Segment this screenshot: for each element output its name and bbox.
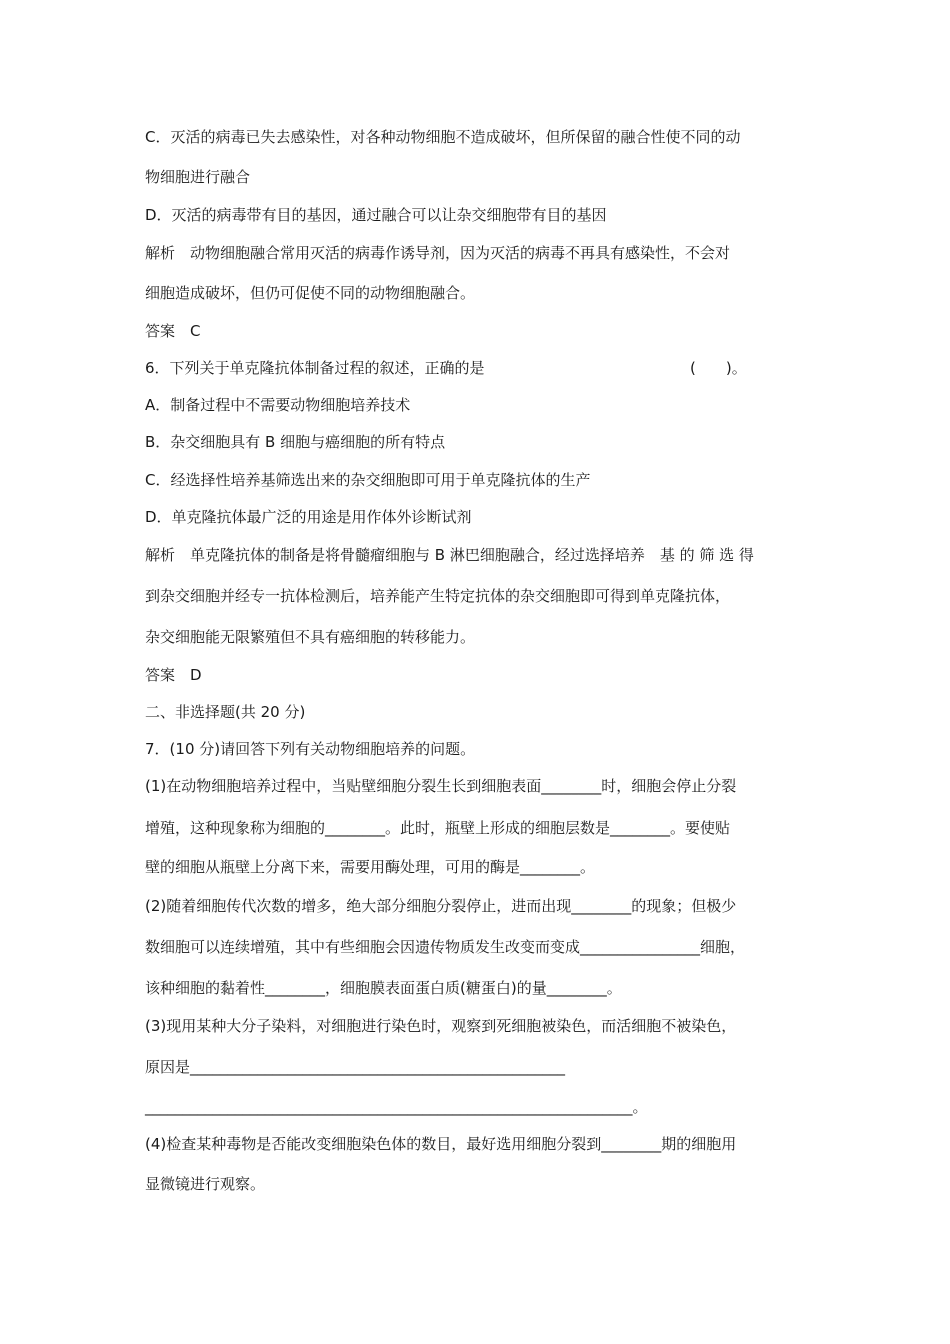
analysis-line-1: 解析 单克隆抗体的制备是将骨髓瘤细胞与 B 淋巴细胞融合，经过选择培养 基 的 筛 选 得 [145, 546, 754, 564]
analysis-line-1: 解析 动物细胞融合常用灭活的病毒作诱导剂，因为灭活的病毒不再具有感染性，不会对 [145, 244, 731, 262]
q7-part3-line-3: _________________________________________________________________。 [145, 1098, 648, 1116]
q7-part4-line-2: 显微镜进行观察。 [145, 1175, 266, 1193]
q7-part4-line-1: (4)检查某种毒物是否能改变细胞染色体的数目，最好选用细胞分裂到________期的细胞用 [145, 1135, 737, 1153]
analysis-line-3: 杂交细胞能无限繁殖但不具有癌细胞的转移能力。 [145, 628, 476, 646]
option-c-line-1: C．灭活的病毒已失去感染性，对各种动物细胞不造成破坏，但所保留的融合性使不同的动 [145, 128, 741, 146]
question-7: 7．(10 分)请回答下列有关动物细胞培养的问题。 [145, 740, 476, 758]
q7-part3-line-2: 原因是__________________________________________________ [145, 1058, 566, 1076]
question-6-blank: ( )。 [690, 359, 747, 377]
answer: 答案 C [145, 322, 201, 340]
option-c-line-2: 物细胞进行融合 [145, 168, 251, 186]
q7-part2-line-1: (2)随着细胞传代次数的增多，绝大部分细胞分裂停止，进而出现________的现象；但极少 [145, 897, 737, 915]
option-c: C．经选择性培养基筛选出来的杂交细胞即可用于单克隆抗体的生产 [145, 471, 591, 489]
q7-part2-line-2: 数细胞可以连续增殖，其中有些细胞会因遗传物质发生改变而变成________________细胞， [145, 938, 746, 956]
analysis-line-2: 到杂交细胞并经专一抗体检测后，培养能产生特定抗体的杂交细胞即可得到单克隆抗体， [145, 587, 731, 605]
option-d: D．灭活的病毒带有目的基因，通过融合可以让杂交细胞带有目的基因 [145, 206, 607, 224]
section-heading: 二、非选择题(共 20 分) [145, 703, 306, 721]
option-b: B．杂交细胞具有 B 细胞与癌细胞的所有特点 [145, 433, 446, 451]
q7-part1-line-3: 壁的细胞从瓶壁上分离下来，需要用酶处理，可用的酶是________。 [145, 858, 596, 876]
q7-part1-line-2: 增殖，这种现象称为细胞的________。此时，瓶壁上形成的细胞层数是________。要使贴 [145, 819, 731, 837]
q7-part2-line-3: 该种细胞的黏着性________，细胞膜表面蛋白质(糖蛋白)的量________。 [145, 979, 622, 997]
q7-part1-line-1: (1)在动物细胞培养过程中，当贴壁细胞分裂生长到细胞表面________时，细胞会停止分裂 [145, 777, 737, 795]
option-a: A．制备过程中不需要动物细胞培养技术 [145, 396, 411, 414]
option-d: D．单克隆抗体最广泛的用途是用作体外诊断试剂 [145, 508, 472, 526]
q7-part3-line-1: (3)现用某种大分子染料，对细胞进行染色时，观察到死细胞被染色，而活细胞不被染色， [145, 1017, 737, 1035]
question-6: 6．下列关于单克隆抗体制备过程的叙述，正确的是 [145, 359, 485, 377]
answer: 答案 D [145, 666, 202, 684]
analysis-line-2: 细胞造成破坏，但仍可促使不同的动物细胞融合。 [145, 284, 476, 302]
